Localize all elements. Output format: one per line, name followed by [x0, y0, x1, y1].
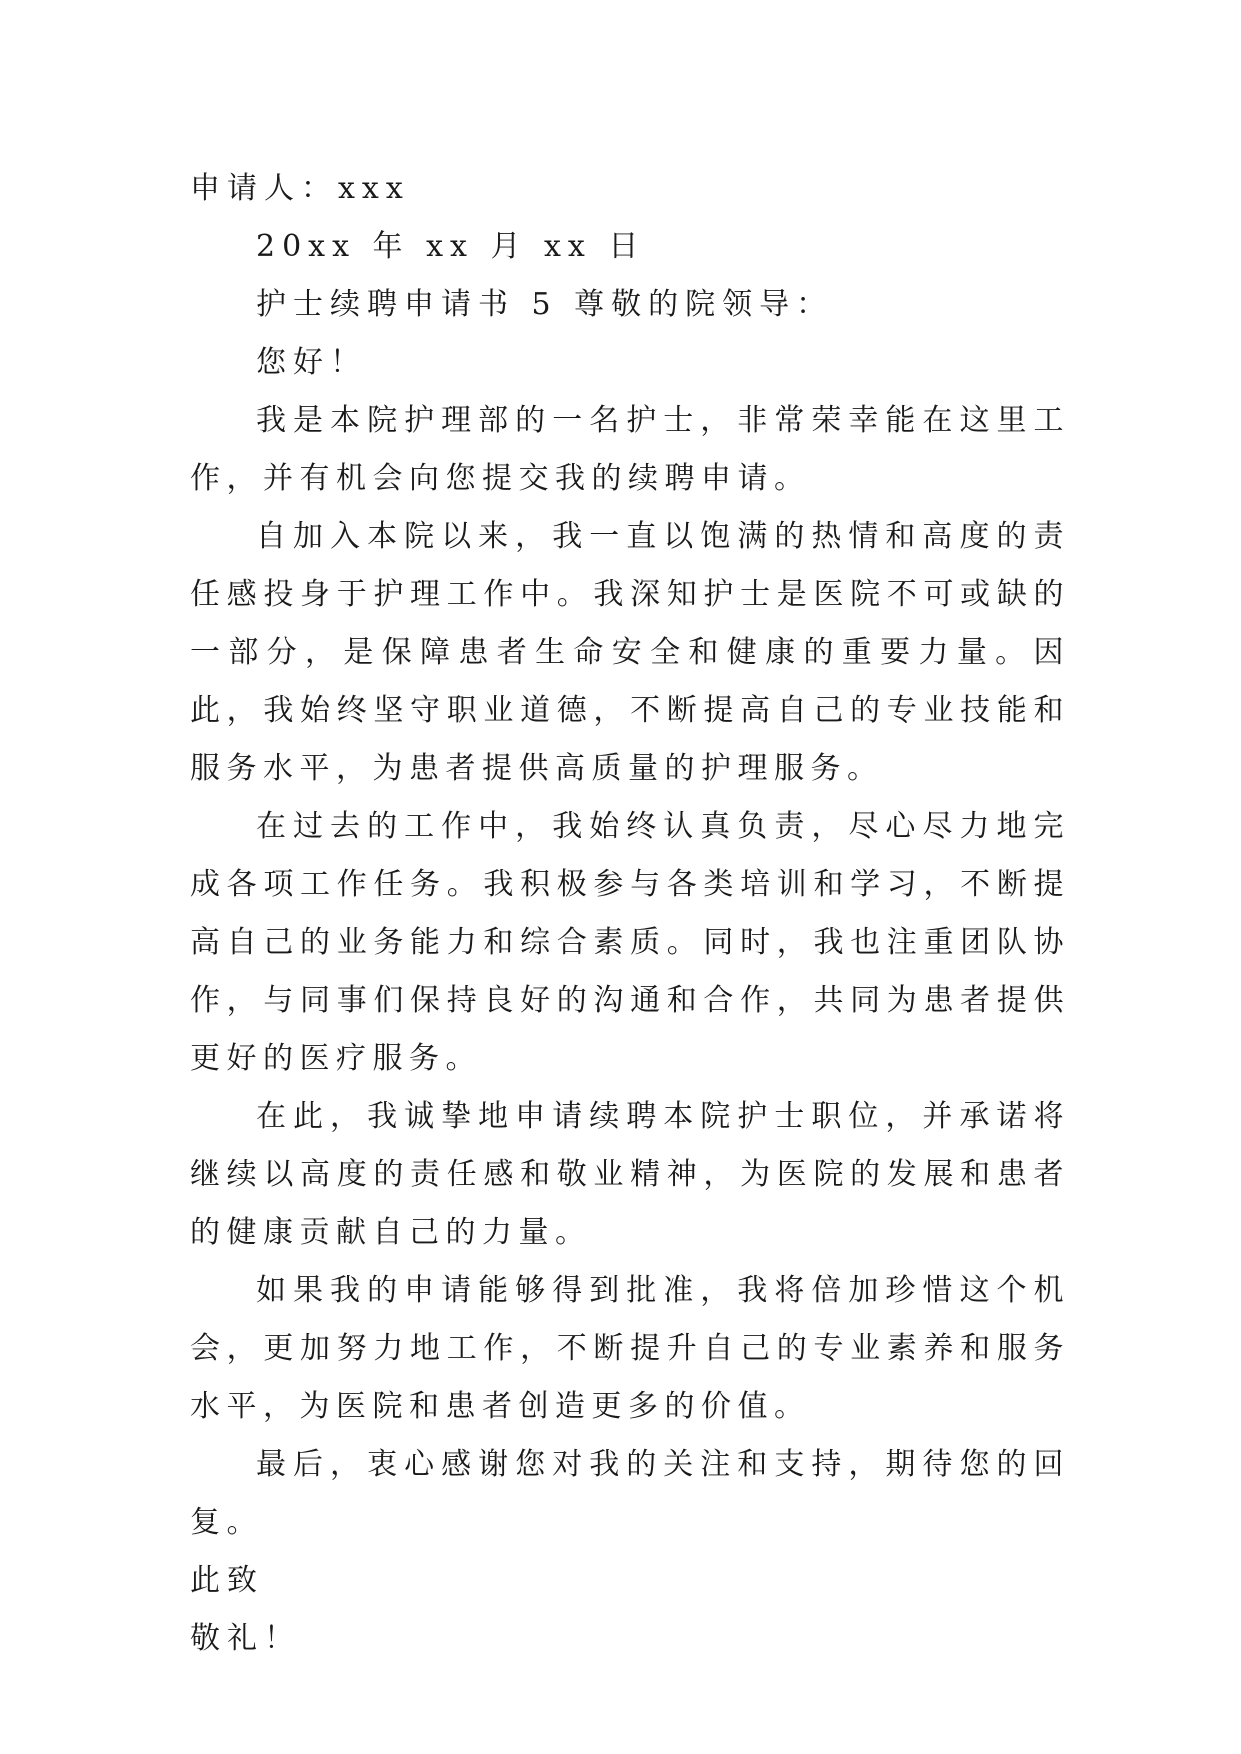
letter-body — [190, 160, 1070, 1668]
closing-line-1: 此致 — [190, 1563, 264, 1598]
paragraph-thanks: 最后，衷心感谢您对我的关注和支持，期待您的回复。 — [190, 1447, 1070, 1540]
greeting-line: 您好！ — [256, 345, 367, 380]
date-line: 20xx 年 xx 月 xx 日 — [256, 229, 646, 264]
applicant-line: 申请人：xxx — [190, 171, 410, 206]
paragraph-past-work: 在过去的工作中，我始终认真负责，尽心尽力地完成各项工作任务。我积极参与各类培训和学习，不断提高自己的业务能力和综合素质。同时，我也注重团队协作，与同事们保持良好的沟通和合作，共同为患者提供更好的医疗服务。 — [190, 809, 1070, 1076]
paragraph-commitment: 如果我的申请能够得到批准，我将倍加珍惜这个机会，更加努力地工作，不断提升自己的专业素养和服务水平，为医院和患者创造更多的价值。 — [190, 1273, 1070, 1424]
paragraph-intro: 我是本院护理部的一名护士，非常荣幸能在这里工作，并有机会向您提交我的续聘申请。 — [190, 403, 1070, 496]
title-salutation-line: 护士续聘申请书 5 尊敬的院领导： — [256, 287, 834, 322]
closing-line-2: 敬礼！ — [190, 1621, 301, 1656]
paragraph-background: 自加入本院以来，我一直以饱满的热情和高度的责任感投身于护理工作中。我深知护士是医院不可或缺的一部分，是保障患者生命安全和健康的重要力量。因此，我始终坚守职业道德，不断提高自己的专业技能和服务水平，为患者提供高质量的护理服务。 — [190, 519, 1070, 786]
paragraph-request: 在此，我诚挚地申请续聘本院护士职位，并承诺将继续以高度的责任感和敬业精神，为医院的发展和患者的健康贡献自己的力量。 — [190, 1099, 1070, 1250]
